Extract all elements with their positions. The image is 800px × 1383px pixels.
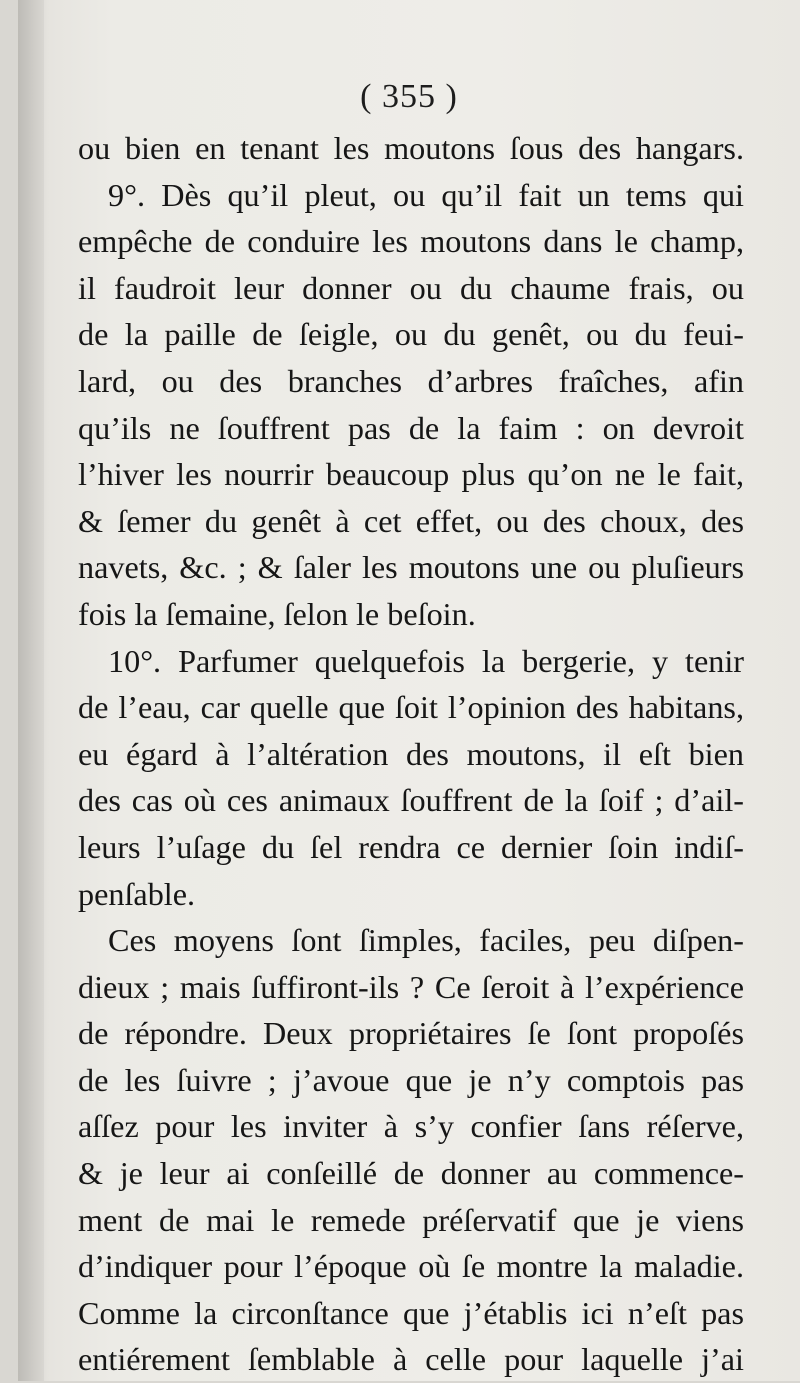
text-line: entiérement ſemblable à celle pour laquelle j’ai (78, 1341, 744, 1378)
text-line: ou bien en tenant les moutons ſous des hangars. (78, 130, 744, 166)
text-line: Ces moyens ſont ſimples, faciles, peu diſpen- (108, 922, 744, 959)
text-line: 10°. Parfumer quelquefois la bergerie, y tenir (108, 642, 744, 679)
text-line: des cas où ces animaux ſouffrent de la ſoif ; d’ail- (78, 782, 744, 819)
body-text (78, 125, 744, 1383)
text-line: d’indiquer pour l’époque où ſe montre la maladie. (78, 1248, 744, 1285)
text-line: qu’ils ne ſouffrent pas de la faim : on devroit (78, 409, 744, 446)
text-line: dieux ; mais ſuffiront-ils ? Ce ſeroit à l’expérience (78, 968, 744, 1005)
text-line: de répondre. Deux propriétaires ſe ſont propoſés (78, 1015, 744, 1052)
text-line: l’hiver les nourrir beaucoup plus qu’on ne le fait, (78, 456, 744, 493)
text-line: ment de mai le remede préſervatif que je viens (78, 1201, 744, 1238)
text-line: leurs l’uſage du ſel rendra ce dernier ſoin indiſ- (78, 828, 744, 865)
text-line: de l’eau, car quelle que ſoit l’opinion des habitans, (78, 689, 744, 726)
text-line: lard, ou des branches d’arbres fraîches, afin (78, 362, 744, 399)
text-line: 9°. Dès qu’il pleut, ou qu’il fait un tems qui (108, 176, 744, 213)
book-page (18, 0, 800, 1381)
text-line: aſſez pour les inviter à s’y confier ſans réſerve, (78, 1108, 744, 1145)
text-line: eu égard à l’altération des moutons, il eſt bien (78, 735, 744, 772)
text-line: & je leur ai conſeillé de donner au commence- (78, 1155, 744, 1192)
text-line: penſable. (78, 875, 196, 912)
page-number: ( 355 ) (360, 78, 458, 115)
text-line: il faudroit leur donner ou du chaume frais, ou (78, 269, 744, 306)
page-gutter (18, 0, 44, 1381)
text-line: de la paille de ſeigle, ou du genêt, ou du feui- (78, 316, 744, 353)
text-line: empêche de conduire les moutons dans le champ, (78, 223, 744, 260)
text-line: navets, &c. ; & ſaler les moutons une ou pluſieurs (78, 549, 744, 586)
text-line: de les ſuivre ; j’avoue que je n’y comptois pas (78, 1061, 744, 1098)
text-line: fois la ſemaine, ſelon le beſoin. (78, 595, 476, 632)
text-line: Comme la circonſtance que j’établis ici n’eſt pas (78, 1294, 744, 1331)
text-line: & ſemer du genêt à cet effet, ou des choux, des (78, 502, 744, 539)
